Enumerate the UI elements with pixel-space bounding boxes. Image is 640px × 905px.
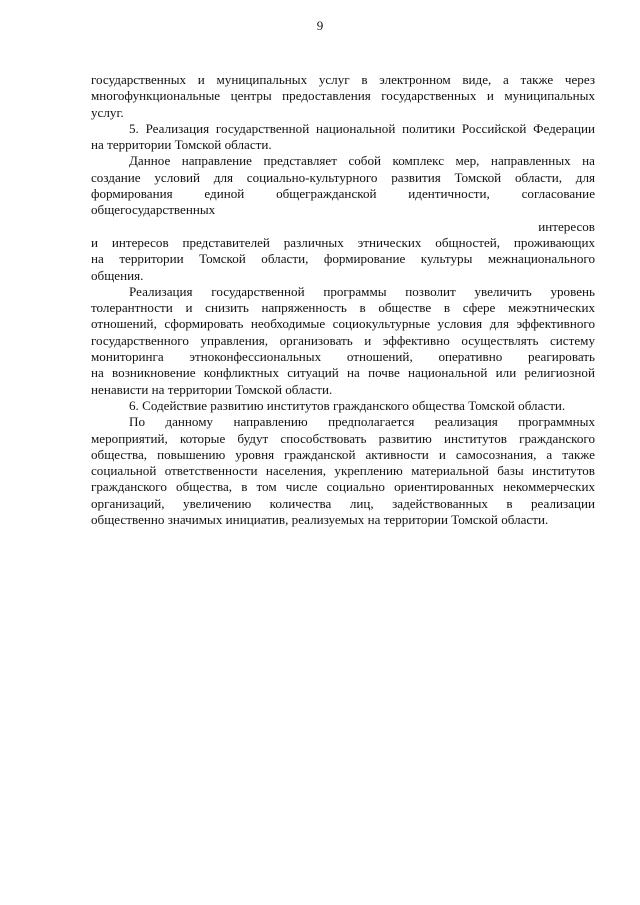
text-line: и интересов представителей различных этнических общностей, проживающих (91, 234, 595, 250)
text-line: общества, повышению уровня гражданской активности и самосознания, а также (91, 446, 595, 462)
document-body (91, 72, 595, 528)
text-line: отношений, сформировать необходимые социокультурные условия для эффективного (91, 316, 595, 332)
text-line: услуг. (91, 104, 124, 120)
text-line: мероприятий, которые будут способствовать развитию институтов гражданского (91, 430, 595, 446)
text-line: 5. Реализация государственной национальной политики Российской Федерации (129, 120, 595, 136)
text-line: мониторинга этноконфессиональных отношений, оперативно реагировать (91, 349, 595, 365)
text-line: на возникновение конфликтных ситуаций на почве национальной или религиозной (91, 365, 595, 381)
text-line: многофункциональные центры предоставления государственных и муниципальных (91, 88, 595, 104)
text-line: государственного управления, организовать и эффективно осуществлять систему (91, 332, 595, 348)
text-line: государственных и муниципальных услуг в электронном виде, а также через (91, 72, 595, 87)
text-line: По данному направлению предполагается реализация программных (129, 414, 595, 430)
text-line: общегосударственных (91, 202, 216, 218)
text-line: общения. (91, 267, 144, 283)
page-number: 9 (316, 18, 324, 33)
text-line: на территории Томской области. (91, 137, 272, 153)
text-line: Данное направление представляет собой комплекс мер, направленных на (129, 153, 595, 169)
text-line: формирования единой общегражданской идентичности, согласование (91, 186, 595, 202)
text-line: организаций, увеличению количества лиц, задействованных в реализации (91, 495, 595, 511)
text-line: гражданского общества, в том числе социально ориентированных некоммерческих (91, 479, 595, 495)
text-line: на территории Томской области, формирование культуры межнационального (91, 251, 595, 267)
text-line: создание условий для социально-культурного развития Томской области, для (91, 169, 595, 185)
text-line: общественно значимых инициатив, реализуемых на территории Томской области. (91, 512, 549, 528)
text-line: Реализация государственной программы позволит увеличить уровень (129, 283, 595, 299)
text-line: социальной ответственности населения, укреплению материальной базы институтов (91, 463, 595, 479)
text-line: толерантности и снизить напряженность в обществе в сфере межэтнических (91, 300, 595, 316)
text-line: ненависти на территории Томской области. (91, 381, 333, 397)
text-line: интересов (538, 218, 595, 234)
text-line: 6. Содействие развитию институтов гражданского общества Томской области. (129, 397, 566, 413)
